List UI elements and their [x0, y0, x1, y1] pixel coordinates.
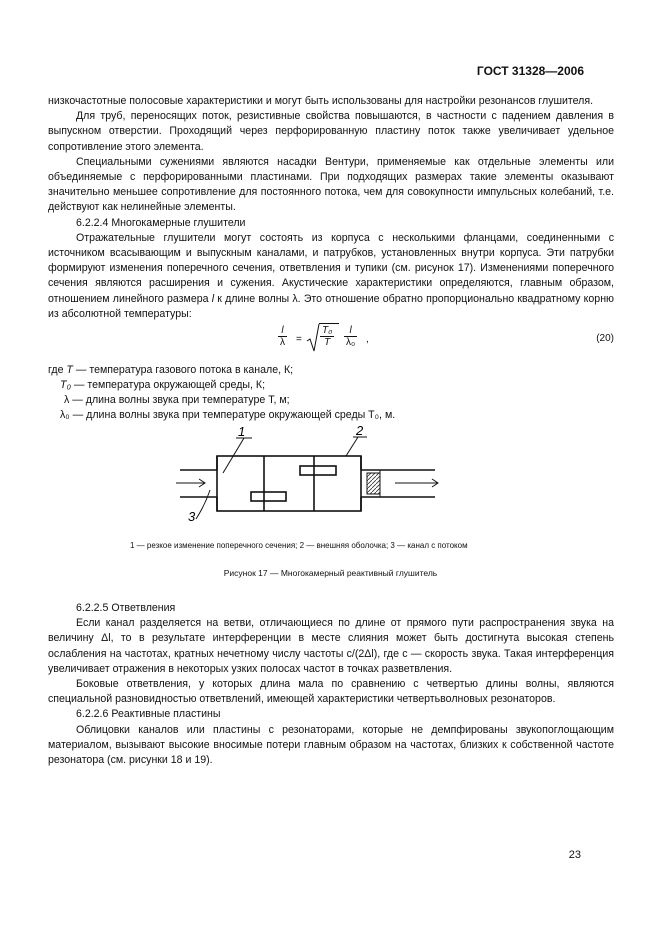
definition-row: T₀ — температура окружающей среды, К; [60, 379, 266, 391]
outer-shell [217, 456, 361, 511]
figure-label-3: 3 [188, 509, 196, 524]
figure-legend: 1 — резкое изменение поперечного сечения; 2 — внешняя оболочка; 3 — канал с потоком [130, 541, 468, 550]
paragraph: Отражательные глушители могут состоять из корпуса с несколькими фланцами, соединенными с источником всасывающим и выпускным каналами, и патрубков, установленных внутри корпуса. Эти патрубки формируют изменения поперечного сечения, ответвления и тупики (см. рисунок 17). Изменениями поперечного сечения являются расширения и сужения. Акустические характеристики определяются, главным образом, отношением линейного размера l к длине волны λ. Это отношение обратно пропорционально квадратному корню из абсолютной температуры: [48, 231, 614, 320]
figure-label-2: 2 [356, 423, 364, 438]
section-heading-6226: 6.2.2.6 Реактивные пластины [76, 708, 221, 721]
leader-3 [196, 490, 210, 519]
equals-sign: = [296, 334, 302, 345]
paragraph: Специальными сужениями являются насадки Вентури, применяемые как отдельные элементы или объединяемые с перфорированными пластинами. При подходящих размерах такие элементы оказывают значительно меньшее сопротивление для постоянного потока, чем для совокупности импульсных колебаний, т.е. действуют как нелинейные элементы. [48, 155, 614, 214]
fraction-lhs: $\frac{l}{\lambda}$ [280, 325, 285, 348]
fraction-sqrt: $\frac{\text{T₀}}{T}$ [322, 325, 333, 348]
definition-row: λ — длина волны звука при температуре T, м; [64, 394, 290, 406]
page-number: 23 [568, 849, 581, 861]
text-block-2 [48, 601, 614, 768]
paragraph: Если канал разделяется на ветви, отличающиеся по длине от прямого пути распространения звука на величину Δl, то в результате интерференции в месте слияния может быть достигнута высокая степень ослабления на частотах, кратных нечетному числу частоты c/(2Δl), где c — скорость звука. Такая интерференция увеличивает отражения в некоторых узких полосах частот в точках разветвления. [48, 617, 614, 675]
formula-comma: , [366, 334, 369, 345]
internal-tube [300, 466, 336, 475]
internal-tube [251, 492, 286, 501]
section-heading-6225: 6.2.2.5 Ответвления [76, 602, 176, 614]
section-heading-6224: 6.2.2.4 Многокамерные глушители [76, 216, 246, 229]
paragraph: Для труб, переносящих поток, резистивные свойства повышаются, в частности с падением давления в выпускном отверстии. Проходящий через перфорированную пластину поток также увеличивает удельное сопротивление этого элемента. [48, 110, 614, 153]
definition-row: λ₀ — длина волны звука при температуре окружающей среды T₀, м. [60, 409, 396, 421]
perforated-insert [367, 473, 380, 494]
definition-row: где T — температура газового потока в канале, К; [48, 364, 294, 376]
standard-header: ГОСТ 31328—2006 [476, 64, 584, 78]
formula-number: (20) [596, 333, 614, 344]
leader-2 [346, 437, 358, 456]
figure-caption: Рисунок 17 — Многокамерный реактивный глушитель [223, 568, 438, 578]
paragraph: Облицовки каналов или пластины с резонаторами, которые не демпфированы звукопоглощающим материалом, вызывают высокие вносимые потери главным образом на частотах, близких к собственной частоте резонатора (см. рисунки 18 и 19). [48, 723, 614, 767]
paragraph: Боковые ответвления, у которых длина мала по сравнению с четвертью длины волны, являются специальной разновидностью ответвлений, имеющей характеристики четвертьволновых резонаторов. [48, 678, 614, 706]
figure-label-1: 1 [238, 424, 246, 439]
paragraph: низкочастотные полосовые характеристики и могут быть использованы для настройки резонансов глушителя. [48, 95, 594, 107]
fraction-rhs: $\frac{l}{\text{λ₀}}$ [346, 325, 356, 348]
